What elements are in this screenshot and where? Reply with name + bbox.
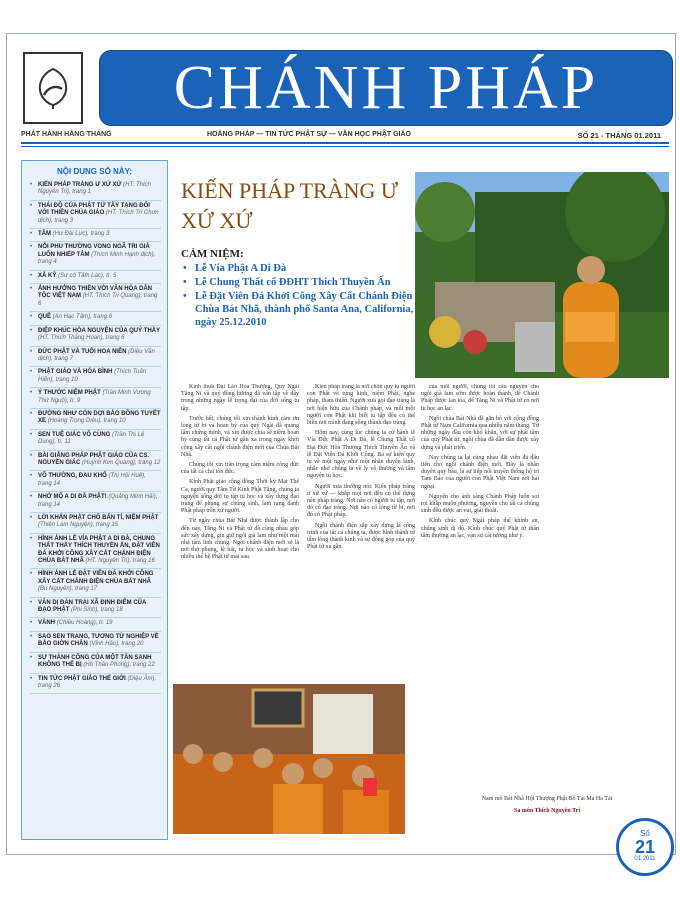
monks-ceremony-photo — [173, 684, 405, 834]
toc-item-meta: (Hồ Thân Phong), trang 22 — [83, 662, 155, 669]
article-paragraph: Người xưa thường nói: Kiến pháp tràng ư xứ xứ — khắp mọi nơi đều có thể dựng nên pháp tràng. Nơi nào có người tu tập, nơi đó có đạo tràng. Nơi nào có lòng từ bi, nơi đó có Phật pháp. — [307, 483, 415, 519]
article-headline: KIẾN PHÁP TRÀNG Ư XỨ XỨ — [181, 178, 398, 233]
toc-item-meta: (Vĩnh Hảo), trang 20 — [89, 641, 144, 648]
toc-item-meta: (Chiêu Hoàng), tr. 19 — [56, 620, 113, 627]
issue-badge-label: Số — [640, 829, 650, 838]
toc-item-title: VĂN DỊ ĐÀN TRẠI XÃ ĐỊNH ĐIỂM CỦA ĐẠO PHẬT — [38, 599, 147, 614]
toc-item-title: Ý THƯỚC NIỆM PHẬT — [38, 390, 101, 397]
article-bullet: • Lễ Vía Phật A Di Đà — [181, 262, 417, 275]
toc-item[interactable] — [30, 430, 161, 451]
toc-item[interactable] — [30, 569, 161, 597]
issue-badge — [616, 818, 674, 876]
toc-item-meta: (An Hạc Tâm), trang 6 — [52, 314, 113, 321]
article-paragraph: Kính chúc quý Ngài pháp thể khinh an, chúng sinh dị độ. Kính chúc quý Phật tử thân tâm thường an lạc, vạn sự cát tường như ý. — [421, 518, 539, 539]
toc-item-meta: (Hoàng Trọng Diệu), trang 10 — [47, 418, 126, 425]
article-paragraph: Kính thưa Đại Lão Hòa Thượng, Quý Ngài Tăng Ni và quý đồng hương đã vân tập về đây trong những ngày lễ trọng đại của đời sống tu tập. — [181, 384, 299, 412]
toc-item-meta: (Thích Minh Hạnh dịch), trang 4 — [38, 251, 156, 266]
toc-item[interactable] — [30, 534, 161, 570]
toc-item-meta: (Quảng Minh Hải), trang 14 — [38, 494, 158, 508]
toc-item-title: KIẾN PHÁP TRÀNG Ư XỨ XỨ — [38, 182, 122, 188]
article-bullet-list — [181, 262, 417, 330]
masthead-title: CHÁNH PHÁP — [173, 54, 599, 122]
toc-item-meta: (HT. Thích Trí Chơn dịch), trang 3 — [38, 210, 159, 224]
toc-item-title: BÀI GIẢNG PHÁP PHẬT GIÁO CỦA CS. NGUYỄN GIÁC — [38, 452, 150, 466]
monk-garden-photo — [415, 172, 669, 378]
signature-author: Sa môn Thích Nguyên Trí — [513, 808, 581, 814]
toc-item[interactable] — [30, 492, 161, 513]
toc-item[interactable] — [30, 598, 161, 619]
toc-list — [22, 180, 167, 694]
toc-item-title: ĐƯỜNG NHƯ CÓN DỢI BẢO ĐỒNG TUYẾT XE — [38, 410, 161, 425]
toc-item-meta: (HT. Nguyên Trí), trang 16 — [85, 558, 155, 565]
toc-item-title: THÁI ĐỘ CỦA PHẬT TỬ TÂY TẠNG ĐỐI VỚI THIÊN CHÚA GIÁO — [38, 202, 150, 217]
toc-item-meta: (Thiện Lam Nguyện), trang 15 — [38, 522, 119, 529]
toc-heading: NỘI DUNG SỐ NÀY: — [57, 167, 132, 176]
toc-item-title: XẢ KỶ — [38, 272, 57, 279]
toc-item-title: TÂM — [38, 231, 51, 238]
toc-item[interactable] — [30, 271, 161, 284]
article-paragraph: Nay chúng ta lại cùng nhau đặt viên đá đầu tiên cho ngôi chánh điện mới. Đây là nhân duyên quý báu, là sự tiếp nối truyền thống hộ trì Tam Bảo của người con Phật Việt Nam nơi hải ngoại. — [421, 454, 539, 490]
toc-item-title: VÀNH — [38, 620, 56, 627]
masthead-center-tag: HOẰNG PHÁP — TIN TỨC PHẬT SỰ — VĂN HỌC PHẬT GIÁO — [207, 131, 411, 138]
article-paragraph: Kính Phật giáo cộng đồng Thời kỳ Mạt Thế Ca, người quy Tâm Từ Kính Phật Tăng, chúng ta nguyện sống đời tu tập tu học và xây dựng đạo tràng để phụng sự chúng sinh, làm rạng danh Phật pháp trên xứ người. — [181, 479, 299, 515]
toc-item-meta: (Thị Hội Huệ), trang 14 — [38, 473, 146, 487]
toc-item[interactable] — [30, 618, 161, 631]
article-paragraph: Ngôi chùa Bát Nhã đã gắn bó với cộng đồng Phật tử Nam California qua nhiều năm tháng. Từ những ngày đầu còn khó khăn, với sự phát tâm của quý Phật tử, ngôi chùa đã dần dần được xây dựng và phát triển. — [421, 415, 539, 451]
article-paragraph: Trước hết, chúng tôi xin thành kính cảm ơn lòng từ bi và hoan hỷ của quý Ngài đã quang lâm chứng minh, và xin được chia sẻ niềm hoan hỷ cùng tất cả Phật tử gần xa trong ngày khởi công xây cất ngôi chánh điện mới của Chùa Bát Nhã. — [181, 415, 299, 458]
toc-item-title: NỖI PHU THƯỜNG VONG NGÃ TRI GIẢ LUÔN NHIẾP TÂM — [38, 244, 150, 258]
article-paragraph: Nguyện cho ánh sáng Chánh Pháp luôn soi rọi khắp muôn phương, nguyện cho tất cả chúng sinh đều được an vui, giải thoát. — [421, 493, 539, 515]
toc-item-title: HÌNH ẢNH LỄ VÍA PHẬT A DI ĐÀ, CHUNG THẤT THẦY THÍCH THUYỀN ẤN, ĐẶT VIÊN ĐÁ KHỞI CÔNG XÂY CẤT CHÁNH ĐIỆN CHÙA BÁT NHÃ — [38, 535, 160, 565]
toc-item-meta: (HT. Thích Tri Quang), trang 6 — [38, 293, 158, 307]
toc-item-title: ẢNH HƯỞNG THIỀN VỚI VĂN HÓA DÂN TỘC VIỆT NAM — [38, 286, 152, 300]
issue-badge-number: 21 — [634, 837, 656, 857]
article-subhead: CẢM NIỆM: — [181, 248, 244, 260]
toc-item-meta: (Diệu Văn dịch), trang 7 — [38, 348, 155, 362]
toc-item-meta: (Thích Tuấn Hiển), trang 10 — [38, 369, 147, 383]
toc-item[interactable] — [30, 326, 161, 347]
toc-item-meta: (Hư Đại Lực), trang 3 — [52, 231, 110, 238]
toc-item[interactable] — [30, 229, 161, 242]
toc-item-meta: (Phi Sinh), trang 18 — [71, 607, 123, 614]
newsletter-logo — [23, 52, 83, 124]
toc-item-title: SỰ THÀNH CÔNG CỦA MỘT TÂN SANH KHÔNG THỂ BỊ — [38, 654, 152, 669]
toc-item-title: TIN TỨC PHẬT GIÁO THẾ GIỚI — [38, 675, 126, 682]
toc-item-title: QUÊ — [38, 314, 52, 321]
toc-item-title: SEN TUỆ GIÁC VÔ CÙNG — [38, 431, 111, 438]
article-column-3 — [421, 384, 539, 792]
toc-item-title: NHỚ MỘ A DI ĐÀ PHẬT! — [38, 494, 107, 501]
toc-item[interactable] — [30, 201, 161, 229]
masthead-left-tag: PHÁT HÀNH HÀNG THÁNG — [21, 131, 112, 138]
toc-item[interactable] — [30, 409, 161, 430]
masthead-rule-thin — [21, 146, 669, 147]
toc-item-title: ĐIỆP KHÚC HÒA NGUYỆN CỦA QUÝ THẦY — [38, 327, 161, 334]
article-paragraph: của mỗi người, chúng tôi cầu nguyện cho ngôi già lam sớm được hoàn thành, để Chánh Pháp được lan tỏa, để Tăng Ni và Phật tử có nơi tu học an lạc. — [421, 384, 539, 412]
toc-item-meta: (HT. Thích Nguyên Tri), trang 1 — [38, 182, 151, 196]
toc-item[interactable] — [30, 284, 161, 312]
toc-item-title: VÔ THƯỜNG, ĐAU KHỔ — [38, 473, 107, 480]
toc-item[interactable] — [30, 632, 161, 653]
toc-item[interactable] — [30, 674, 161, 695]
article-bullet: • Lễ Đặt Viên Đá Khởi Công Xây Cất Chánh Điện Chùa Bát Nhã, thành phố Santa Ana, California, ngày 25.12.2010 — [181, 290, 417, 329]
toc-item[interactable] — [30, 451, 161, 472]
toc-item[interactable] — [30, 513, 161, 534]
article-bullet: • Lễ Chung Thất cố ĐĐHT Thích Thuyền Ấn — [181, 276, 417, 289]
masthead-rule — [21, 142, 669, 144]
toc-item[interactable] — [30, 312, 161, 325]
toc-item[interactable] — [30, 471, 161, 492]
article-paragraph: Từ ngày chùa Bát Nhã được thành lập cho đến nay, Tăng Ni và Phật tử đã cùng nhau góp sức xây dựng, gìn giữ ngôi già lam như một mái nhà tâm linh chung. Ngôi chánh điện mới sẽ là nơi thờ phụng, lễ bái, tu học và sinh hoạt cho nhiều thế hệ Phật tử mai sau. — [181, 518, 299, 561]
toc-item-meta: (Diệu Âm), trang 26 — [38, 675, 157, 689]
toc-item-meta: (Trần Thị Lệ Dung), tr. 11 — [38, 431, 145, 446]
toc-item-meta: (Huỳnh Kim Quang), trang 12 — [82, 459, 161, 466]
toc-item[interactable] — [30, 388, 161, 409]
issue-info: SỐ 21 - THÁNG 01.2011 — [577, 131, 661, 140]
toc-item[interactable] — [30, 347, 161, 368]
toc-item-meta: (Bu Nguyên), trang 17 — [38, 586, 98, 593]
masthead-banner — [99, 50, 673, 126]
bodhi-leaf-icon — [30, 65, 76, 111]
signature-line: Nam mô Bát Nhã Hội Thượng Phật Bồ Tát Ma Ha Tát — [481, 796, 613, 802]
article-paragraph: Hôm nay, cùng lúc chúng ta cử hành lễ Vía Đức Phật A Di Đà, lễ Chung Thất cố Đại Đức Hòa Thượng Thích Thuyền Ấn và lễ Đặt Viên Đá Khởi Công. Ba sự kiện quy tụ về một ngày như một nhân duyên lành, nhắc nhở chúng ta về lý vô thường và tâm nguyện tu học. — [307, 430, 415, 480]
article-column-4 — [547, 384, 669, 792]
toc-item-title: ĐỨC PHẬT VÀ TUỔI HOA NIÊN — [38, 348, 127, 355]
toc-item[interactable] — [30, 367, 161, 388]
article-paragraph: Ngôi chánh điện sắp xây dựng là công trình của tất cả chúng ta, được hình thành từ tấm lòng thành kính và sự đóng góp của quý Phật tử xa gần. — [307, 522, 415, 551]
toc-item-title: PHẬT GIÁO VÀ HÒA BÌNH — [38, 369, 113, 376]
article-column-1 — [181, 384, 299, 714]
toc-item-title: SAO SEN TRANG, TƯƠNG TỪ NGHIỆP VỀ BẢO GIỜN CHÂN — [38, 633, 159, 648]
issue-badge-date: 01.2011 — [634, 856, 656, 862]
article-paragraph: Chúng tôi xin trân trọng cảm niệm công đức của tất cả chư tôn đức. — [181, 462, 299, 476]
toc-item-meta: (Sư cô Tâm Lạc), tr. 5 — [58, 272, 117, 279]
toc-item[interactable] — [30, 180, 161, 201]
table-of-contents — [21, 160, 168, 840]
toc-item-title: LỜI KHẨN PHẬT CHỐ BẢN TÍ, NIỆM PHẬT — [38, 515, 159, 521]
toc-item-meta: (Trần Minh Vương Thứ Nguộ), tr. 9 — [38, 390, 151, 404]
newsletter-page — [6, 33, 676, 855]
article-paragraph: Kiến pháp trang là nơi chốn quy tụ người con Phật về tụng kinh, niệm Phật, nghe pháp, tham thiền. Người xưa gọi đạo tràng là nơi hiện hữu của Chánh pháp, và mỗi một người con Phật khi biết tu tập đều có thể biến nơi mình đang sống thành đạo tràng. — [307, 384, 415, 427]
toc-item-title: HÌNH ẢNH LỄ ĐẶT VIÊN ĐÁ KHỞI CÔNG XÂY CẤT CHÁNH ĐIỆN CHÙA BÁT NHÃ — [38, 571, 154, 585]
toc-item[interactable] — [30, 653, 161, 674]
toc-item[interactable] — [30, 242, 161, 270]
toc-item-meta: (HT. Thích Thắng Hoan), trang 6 — [38, 335, 125, 342]
